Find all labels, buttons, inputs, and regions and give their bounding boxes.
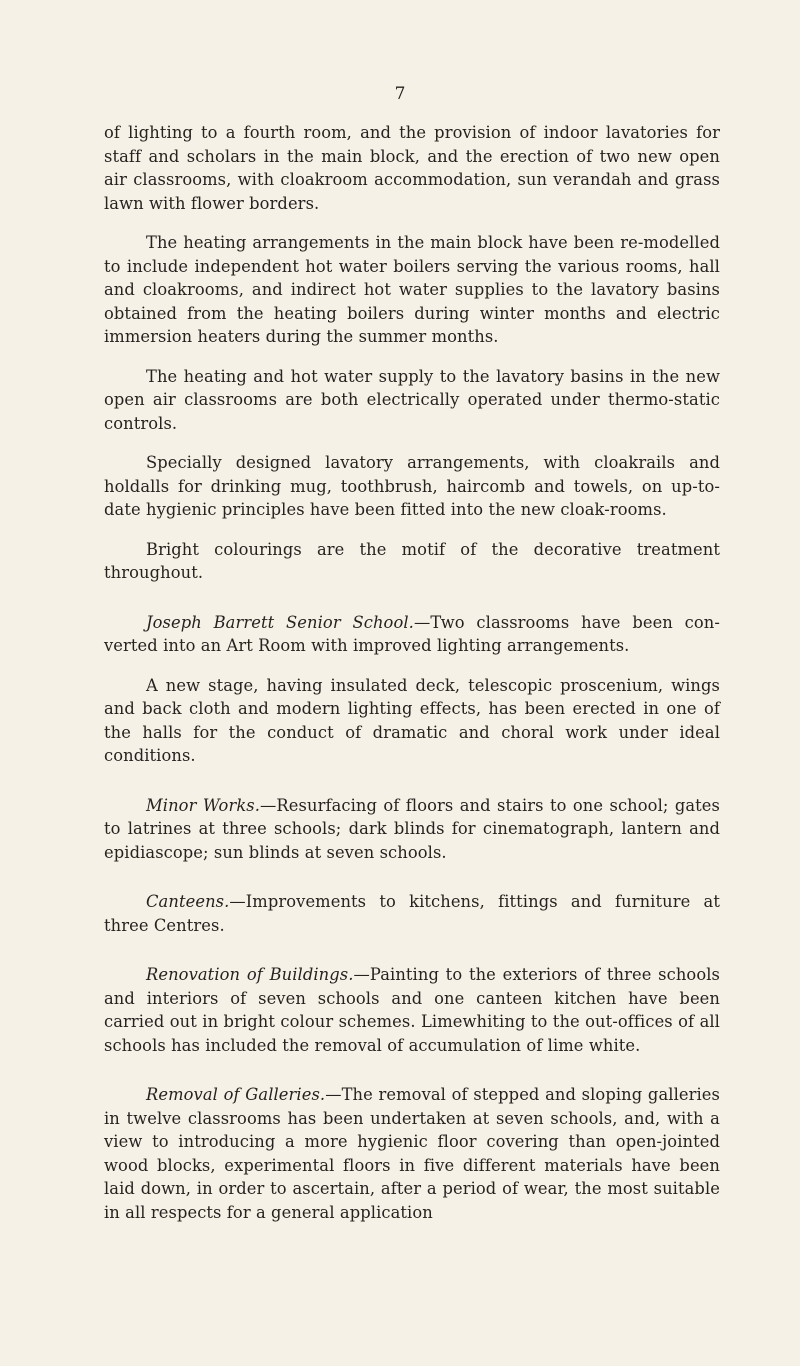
section-heading: Removal of Galleries. <box>146 1085 326 1104</box>
page-number: 7 <box>394 84 406 104</box>
paragraph-text: —Resurfacing of floors and stairs to one school; gates to latrines at three schools; dark blinds for cinematograph, lantern and epidiascope; sun blinds at seven schools. <box>104 795 721 862</box>
paragraph-hot-water-supply <box>104 365 720 436</box>
paragraph-text: —Two classrooms have been con-verted into an Art Room with improved lighting arrangements. <box>104 612 720 655</box>
paragraph-new-stage <box>104 674 720 768</box>
section-heading: Renovation of Buildings. <box>146 965 354 984</box>
paragraph-text: —Improvements to kitchens, fittings and furniture at three Centres. <box>104 892 720 935</box>
paragraph-text: —Painting to the exteriors of three schools and interiors of seven schools and one canteen kitchen have been carried out in bright colour schemes. Limewhiting to the out-offices of all schools has included the removal of accumulation of lime white. <box>104 965 721 1055</box>
paragraph-text: Specially designed lavatory arrangements, with cloakrails and holdalls for drinking mug, toothbrush, haircomb and towels, on up-to-date hygienic principles have been fitted into the new cloak-rooms. <box>104 453 720 519</box>
body-text <box>104 121 720 1224</box>
paragraph-removal-galleries <box>104 1083 720 1224</box>
paragraph-text: The heating and hot water supply to the lavatory basins in the new open air classrooms are both electrically operated under thermo-static controls. <box>104 366 720 433</box>
paragraph-text: A new stage, having insulated deck, telescopic proscenium, wings and back cloth and modern lighting effects, has been erected in one of the halls for the conduct of dramatic and choral work under ideal conditions. <box>104 675 720 765</box>
paragraph-text: of lighting to a fourth room, and the provision of indoor lavatories for staff and scholars in the main block, and the erection of two new open air classrooms, with cloakroom accommodation, sun verandah and grass lawn with flower borders. <box>104 123 720 213</box>
paragraph-text: Bright colourings are the motif of the decorative treatment throughout. <box>104 539 720 582</box>
paragraph-minor-works <box>104 794 720 865</box>
section-heading: Canteens. <box>146 892 230 911</box>
section-heading: Minor Works. <box>146 795 261 815</box>
paragraph-heating-arrangements <box>104 231 720 349</box>
paragraph-canteens <box>104 890 720 937</box>
paragraph-colourings <box>104 538 720 585</box>
section-heading: Joseph Barrett Senior School. <box>146 612 414 632</box>
paragraph-joseph-barrett <box>104 611 720 658</box>
paragraph-text: The heating arrangements in the main block have been re-modelled to include independent hot water boilers serving the various rooms, hall and cloakrooms, and indirect hot water supplies to the lavatory basins obtained from the heating boilers during winter months and electric immersion heaters during the summer months. <box>104 233 720 346</box>
paragraph-renovation <box>104 963 720 1057</box>
paragraph-continuation <box>104 121 720 215</box>
paragraph-lavatory-arrangements <box>104 451 720 522</box>
paragraph-text: —The removal of stepped and sloping galleries in twelve classrooms has been undertaken at seven schools, and, with a view to introducing a more hygienic floor covering than open-jointed wood blocks, experimental floors in five different materials have been laid down, in order to ascertain, after a period of wear, the most suitable in all respects for a general application <box>104 1085 720 1222</box>
